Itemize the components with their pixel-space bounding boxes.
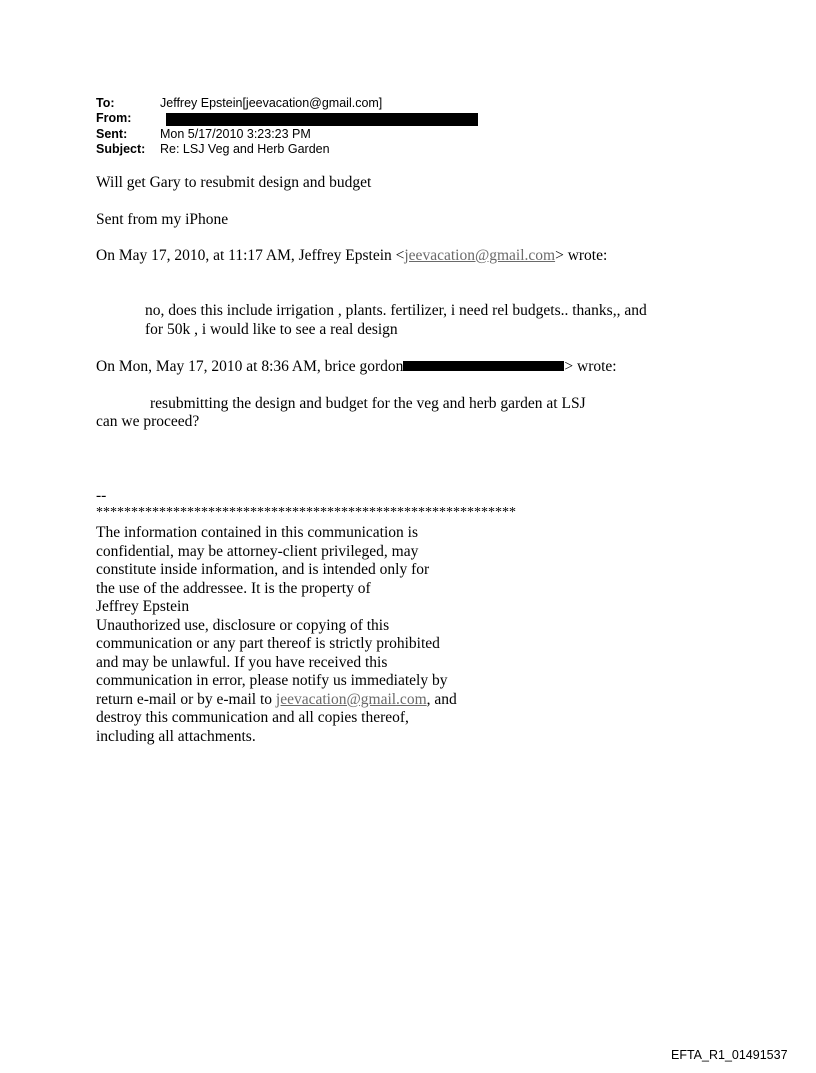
disclaimer-line: and may be unlawful. If you have received this xyxy=(96,653,388,671)
disclaimer-return-after: , and xyxy=(426,690,457,708)
quote1-line2: for 50k , i would like to see a real design xyxy=(145,321,398,338)
disclaimer-line-attachments: including all attachments. xyxy=(96,727,256,745)
disclaimer-line: The information contained in this communication is xyxy=(96,524,418,541)
disclaimer-line: Unauthorized use, disclosure or copying of this xyxy=(96,616,390,634)
disclaimer-return-before: return e-mail or by e-mail to xyxy=(96,690,276,708)
quote1-email-link[interactable]: jeevacation@gmail.com xyxy=(404,247,556,264)
sent-label: Sent: xyxy=(96,127,128,141)
redaction-bar-from xyxy=(166,113,478,126)
disclaimer-line: communication or any part thereof is strictly prohibited xyxy=(96,635,440,652)
email-header xyxy=(96,96,516,160)
signature: Sent from my iPhone xyxy=(96,211,229,228)
disclaimer-line-destroy: destroy this communication and all copies thereof, xyxy=(96,709,409,726)
quote2-line2: can we proceed? xyxy=(96,413,200,430)
disclaimer-line: confidential, may be attorney-client privileged, may xyxy=(96,542,419,560)
subject-label: Subject: xyxy=(96,142,146,156)
reply-line: Will get Gary to resubmit design and budget xyxy=(96,174,372,191)
sent-value: Mon 5/17/2010 3:23:23 PM xyxy=(160,127,311,141)
quote1-intro-before: On May 17, 2010, at 11:17 AM, Jeffrey Epstein < xyxy=(96,247,405,264)
quote2-line1: resubmitting the design and budget for the veg and herb garden at LSJ xyxy=(150,395,586,412)
redaction-bar-email xyxy=(403,361,564,371)
disclaimer-stars: ************************************************************ xyxy=(96,505,516,520)
disclaimer-line: Jeffrey Epstein xyxy=(96,598,190,615)
from-label: From: xyxy=(96,111,132,125)
quote1-intro-after: > wrote: xyxy=(555,247,608,264)
document-id: EFTA_R1_01491537 xyxy=(671,1048,788,1062)
quote2-intro xyxy=(96,358,617,377)
quote2-intro-before: On Mon, May 17, 2010 at 8:36 AM, brice gordon xyxy=(96,358,404,375)
disclaimer-email-link[interactable]: jeevacation@gmail.com xyxy=(275,690,427,708)
quote2-intro-after: > wrote: xyxy=(564,358,617,375)
to-label: To: xyxy=(96,96,115,110)
disclaimer-return-line xyxy=(96,691,457,710)
disclaimer-line: the use of the addressee. It is the property of xyxy=(96,579,371,597)
disclaimer-dashes: -- xyxy=(96,487,107,504)
disclaimer-line: constitute inside information, and is intended only for xyxy=(96,561,430,578)
subject-value: Re: LSJ Veg and Herb Garden xyxy=(160,142,330,156)
quote1-line1: no, does this include irrigation , plants. fertilizer, i need rel budgets.. thanks,, and xyxy=(145,302,647,319)
disclaimer-line: communication in error, please notify us immediately by xyxy=(96,672,448,689)
quote1-intro xyxy=(96,247,607,266)
to-value: Jeffrey Epstein[jeevacation@gmail.com] xyxy=(160,96,383,110)
